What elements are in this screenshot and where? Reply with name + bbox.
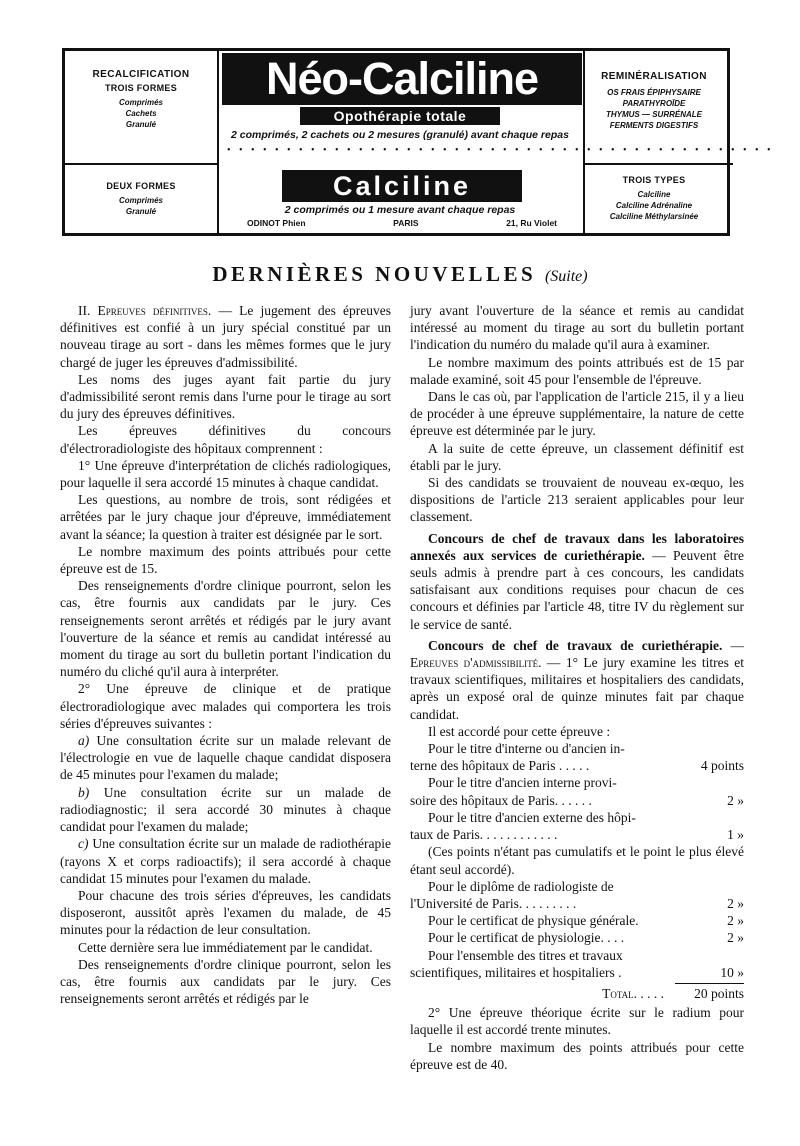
calciline-dosage-text: 2 comprimés ou 1 mesure avant chaque repas: [284, 204, 516, 216]
points-value: 2 »: [727, 792, 744, 808]
paragraph: [60, 835, 391, 887]
ad-form-item: Cachets: [125, 109, 157, 118]
paragraph-text: — Le jugement des épreuves définitives est confié à un jury spécial constitué par un nouveau tirage au sort - dans les mêmes formes que le jury chargé de juger les épreuves d'admissibilité.: [60, 303, 391, 370]
ad-recalcification-heading: RECALCIFICATION: [92, 69, 190, 80]
points-note: (Ces points n'étant pas cumulatifs et le point le plus élevé étant seul accordé).: [410, 844, 744, 877]
paragraph-text: Une consultation écrite sur un malade relevant de l'électrologie en vue de laquelle chaque candidat disposera de 45 minutes pour l'examen du malade;: [60, 733, 391, 783]
ad-address-city: PARIS: [393, 218, 419, 228]
points-label: terne des hôpitaux de Paris . . . . .: [410, 758, 590, 774]
paragraph: jury avant l'ouverture de la séance et remis au candidat intéressé au moment du tirage au sort du bulletin portant l'indication du numéro du malade qu'il aura à examiner.: [410, 303, 744, 353]
paragraph-subhead: Epreuves d'admissibilité.: [410, 655, 542, 671]
paragraph: A la suite de cette épreuve, un classement définitif est établi par le jury.: [410, 440, 744, 473]
points-label: taux de Paris. . . . . . . . . . . .: [410, 827, 558, 843]
points-row: [410, 740, 744, 774]
paragraph: [410, 637, 744, 723]
points-row-line1: Pour le titre d'ancien interne provi-: [428, 775, 617, 791]
paragraph: [410, 530, 744, 633]
points-label: Pour le certificat de physique générale.: [428, 913, 639, 929]
ad-right-top: [581, 71, 727, 131]
ad-two-forms-label: DEUX FORMES: [106, 181, 176, 191]
calciline-logo: Calciline: [282, 170, 522, 202]
points-value: 4 points: [700, 758, 744, 774]
paragraph: 1° Une épreuve d'interprétation de clichés radiologiques, pour laquelle il sera accordé 15 minutes à chaque candidat.: [60, 457, 391, 491]
points-row: [410, 929, 744, 946]
section-heading: [0, 262, 800, 287]
paragraph: Il est accordé pour cette épreuve :: [428, 723, 611, 739]
paragraph: Les questions, au nombre de trois, sont rédigées et arrêtées par le jury chaque jour d'épreuve, immédiatement avant la séance; la question à traiter est désignée par le sort.: [60, 492, 391, 542]
dash: —: [722, 637, 745, 653]
points-row-line2: [410, 895, 744, 912]
item-letter: c): [78, 836, 89, 852]
ad-left-top: [65, 69, 217, 130]
paragraph-text: — 1° Le jury examine les titres et travaux scientifiques, militaires et hospitaliers des candidats, après un exposé oral de quinze minutes fait par chaque candidat.: [410, 655, 744, 722]
points-row: [410, 912, 744, 929]
paragraph: [60, 732, 391, 784]
ad-component-item: THYMUS — SURRÉNALE: [605, 110, 702, 119]
points-row-line1: Pour le diplôme de radiologiste de: [428, 878, 614, 894]
paragraph: Si des candidats se trouvaient de nouveau ex-œquo, les dispositions de l'article 213 seraient applicables pour leur classement.: [410, 475, 744, 525]
ad-component-item: OS FRAIS ÉPIPHYSAIRE: [607, 88, 701, 97]
paragraph: Les épreuves définitives du concours d'électroradiologiste des hôpitaux comprennent :: [60, 423, 391, 456]
total-row: [410, 985, 744, 1002]
paragraph: Des renseignements d'ordre clinique pourront, selon les cas, être fournis aux candidats par le jury. Ces renseignements seront arrêtés et rédigés par le jury avant l'ouverture de la séance et remis au candidat intéressé au moment du tirage au sort du bulletin portant l'indication du numéro du cliché qu'il aura à interpréter.: [60, 578, 391, 680]
paragraph: 2° Une épreuve de clinique et de pratique électroradiologique avec malades qui comportera les trois séries d'épreuves suivantes :: [60, 681, 391, 731]
paragraph: Le nombre maximum des points attribués est de 15 par malade examiné, soit 45 pour l'ensemble de l'épreuve.: [410, 354, 744, 387]
ad-address-name: ODINOT Phien: [247, 218, 306, 228]
ad-component-item: PARATHYROÏDE: [622, 99, 686, 108]
points-row-line1: Pour le titre d'ancien externe des hôpi-: [428, 809, 636, 825]
ad-divider-horizontal-right: [583, 163, 733, 165]
item-letter: b): [78, 784, 90, 800]
paragraph-lead: II. Epreuves définitives.: [78, 303, 212, 318]
ad-type-item: Calciline Adrénaline: [615, 201, 693, 210]
points-row: [410, 774, 744, 808]
paragraph: Le nombre maximum des points attribués pour cette épreuve est de 15.: [60, 543, 391, 577]
ad-type-item: Calciline: [637, 190, 671, 199]
points-label: l'Université de Paris. . . . . . . . .: [410, 895, 577, 911]
ad-component-item: FERMENTS DIGESTIFS: [609, 121, 699, 130]
paragraph-lead: Concours de chef de travaux dans les laboratoires annexés aux services de curiethérapie.: [410, 530, 744, 563]
opotherapie-banner: Opothérapie totale: [300, 107, 500, 125]
paragraph: Cette dernière sera lue immédiatement par le candidat.: [78, 939, 373, 955]
ad-right-bottom: [581, 175, 727, 222]
advertisement-box: [62, 48, 774, 236]
ad-address-street: 21, Ru Violet: [506, 218, 557, 228]
paragraph-lead: Concours de chef de travaux de curiethérapie.: [428, 637, 723, 653]
paragraph: [60, 302, 391, 371]
points-row: [410, 809, 744, 843]
left-column: [60, 302, 391, 1007]
heading-title: DERNIÈRES NOUVELLES: [212, 262, 537, 286]
points-row: [410, 947, 744, 981]
paragraph-text: — Peuvent être seuls admis à prendre part à ces concours, les candidats satisfaisant aux conditions requises pour chacun de ces concours et définies par l'article 48, titre IV du règlement sur le service de santé.: [410, 547, 744, 632]
points-row-line2: [410, 826, 744, 843]
points-value: 1 »: [727, 827, 744, 843]
points-row-line2: [410, 757, 744, 774]
paragraph: Le nombre maximum des points attribués pour cette épreuve est de 40.: [410, 1039, 744, 1072]
paragraph: Dans le cas où, par l'application de l'article 215, il y a lieu de procéder à une épreuve supplémentaire, la nature de cette épreuve est déterminée par le jury.: [410, 389, 744, 439]
ad-form-item: Granulé: [125, 207, 157, 216]
points-row-line1: Pour le titre d'interne ou d'ancien in-: [428, 741, 625, 757]
points-label: scientifiques, militaires et hospitaliers .: [410, 964, 622, 980]
points-row-line1: Pour l'ensemble des titres et travaux: [428, 947, 623, 963]
right-column: [410, 302, 744, 1073]
dotted-separator: • • • • • • • • • • • • • • • • • • • • • • • • • • • • • • • • • • • • • • • • • • • • • •: [227, 145, 774, 156]
points-label: Pour le certificat de physiologie. . . .: [428, 930, 625, 946]
paragraph: 2° Une épreuve théorique écrite sur le radium pour laquelle il est accordé trente minutes.: [410, 1005, 744, 1038]
heading-suite: (Suite): [544, 268, 588, 285]
ad-address: [247, 218, 557, 228]
neo-dosage-text: 2 comprimés, 2 cachets ou 2 mesures (granulé) avant chaque repas: [231, 129, 569, 141]
ad-type-item: Calciline Méthylarsinée: [609, 212, 699, 221]
points-value: 2 »: [727, 913, 744, 929]
points-row-line2: [410, 792, 744, 809]
ad-form-item: Comprimés: [118, 98, 163, 107]
points-row-line2: [410, 964, 744, 981]
total-label: Total. . . . .: [602, 985, 664, 1001]
points-value: 2 »: [727, 895, 744, 911]
paragraph: Les noms des juges ayant fait partie du jury d'admissibilité seront remis dans l'urne pour le tirage au sort du jury des épreuves définitives.: [60, 371, 391, 422]
paragraph: [60, 784, 391, 836]
paragraph: Des renseignements d'ordre clinique pourront, selon les cas, être fournis aux candidats par le jury. Ces renseignements seront arrêtés et rédigés par le: [60, 956, 391, 1007]
paragraph-text: Une consultation écrite sur un malade de radiodiagnostic; il sera accordé 30 minutes à chaque candidat pour l'examen du malade;: [60, 784, 391, 835]
ad-form-item: Granulé: [125, 120, 157, 129]
points-value: 2 »: [727, 930, 744, 946]
neo-calciline-logo: Néo-Calciline: [222, 53, 582, 105]
points-label: soire des hôpitaux de Paris. . . . . .: [410, 792, 592, 808]
ad-forms-label: TROIS FORMES: [104, 83, 178, 93]
item-letter: a): [78, 733, 90, 749]
ad-divider-horizontal: [65, 163, 217, 165]
total-value: 20 points: [694, 985, 744, 1001]
ad-remineralisation-heading: REMINÉRALISATION: [601, 71, 707, 82]
points-row: [410, 878, 744, 912]
ad-form-item: Comprimés: [118, 196, 163, 205]
ad-left-bottom: [65, 181, 217, 217]
paragraph: Pour chacune des trois séries d'épreuves, les candidats disposeront, aussitôt après l'examen du malade, de 45 minutes pour la rédaction de leur consultation.: [60, 887, 391, 938]
paragraph-text: Une consultation écrite sur un malade de radiothérapie (rayons X et corps radioactifs); il sera accordé à chaque candidat 15 minutes pour l'examen du malade.: [60, 836, 391, 886]
ad-three-types-label: TROIS TYPES: [622, 175, 686, 185]
points-table: [410, 740, 744, 1002]
points-value: 10 »: [720, 964, 744, 980]
